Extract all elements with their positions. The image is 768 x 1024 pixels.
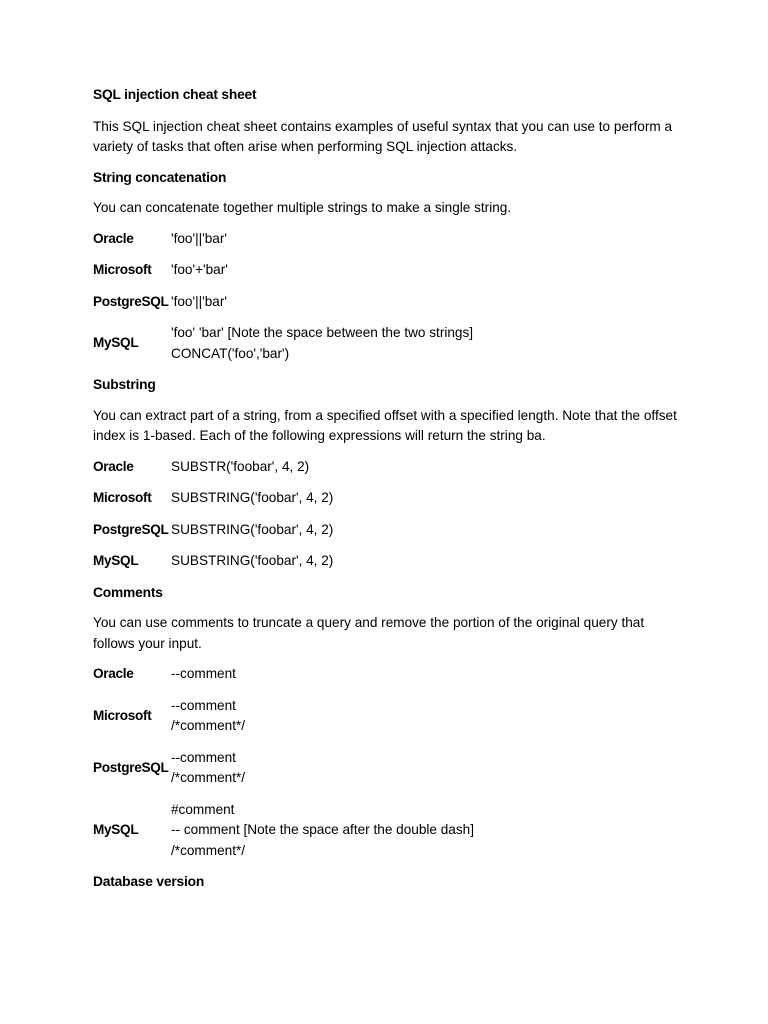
syntax-line: /*comment*/ [171, 770, 246, 785]
syntax-line: SUBSTRING('foobar', 4, 2) [171, 521, 334, 537]
syntax-line: /*comment*/ [171, 718, 246, 733]
syntax-cell [171, 457, 333, 489]
syntax-line: --comment [171, 697, 236, 713]
section-description: You can use comments to truncate a query and remove the portion of the original query that follows your input. [93, 615, 645, 651]
document-content [93, 85, 683, 903]
database-name: Microsoft [93, 490, 152, 505]
database-name: PostgreSQL [93, 293, 169, 309]
syntax-cell [171, 260, 473, 292]
table-row [93, 488, 333, 520]
database-name: MySQL [93, 822, 139, 837]
sections-container [93, 168, 683, 893]
syntax-table [93, 457, 333, 583]
table-row [93, 292, 473, 324]
section-heading: Database version [93, 874, 205, 889]
syntax-line: 'foo' 'bar' [Note the space between the two strings] [171, 325, 474, 340]
table-row [93, 551, 333, 583]
syntax-cell [171, 520, 333, 552]
section-heading: String concatenation [93, 169, 227, 185]
syntax-cell [171, 551, 333, 583]
syntax-line: CONCAT('foo','bar') [171, 345, 290, 361]
syntax-line: SUBSTRING('foobar', 4, 2) [171, 553, 334, 568]
syntax-line: #comment [171, 801, 235, 817]
database-name: MySQL [93, 335, 139, 351]
table-row [93, 800, 474, 873]
table-row [93, 457, 333, 489]
table-row [93, 696, 474, 748]
syntax-cell [171, 488, 333, 520]
syntax-cell [171, 748, 474, 800]
table-row [93, 748, 474, 800]
syntax-line: /*comment*/ [171, 842, 246, 858]
table-row [93, 323, 473, 375]
syntax-line: -- comment [Note the space after the double dash] [171, 822, 475, 837]
syntax-table [93, 229, 473, 376]
page-title: SQL injection cheat sheet [93, 87, 257, 102]
section-heading: Comments [93, 584, 163, 600]
syntax-cell [171, 323, 473, 375]
database-name: PostgreSQL [93, 759, 169, 775]
section-heading: Substring [93, 377, 156, 392]
database-name: Microsoft [93, 707, 152, 723]
table-row [93, 260, 473, 292]
syntax-cell [171, 696, 474, 748]
table-row [93, 520, 333, 552]
syntax-cell [171, 664, 474, 696]
syntax-line: 'foo'+'bar' [171, 262, 228, 277]
section-description: You can concatenate together multiple strings to make a single string. [93, 200, 512, 215]
database-name: Oracle [93, 666, 134, 681]
syntax-line: SUBSTRING('foobar', 4, 2) [171, 490, 334, 505]
syntax-table [93, 664, 474, 872]
database-name: Oracle [93, 458, 134, 474]
syntax-cell [171, 229, 473, 261]
table-row [93, 229, 473, 261]
database-name: MySQL [93, 553, 139, 568]
table-row [93, 664, 474, 696]
syntax-line: 'foo'||'bar' [171, 230, 227, 246]
syntax-cell [171, 292, 473, 324]
section-description: You can extract part of a string, from a specified offset with a specified length. Note that the offset index is 1-based. Each of the following expressions will return the string ba. [93, 407, 677, 443]
database-name: Oracle [93, 230, 134, 246]
syntax-line: 'foo'||'bar' [171, 293, 227, 309]
database-name: Microsoft [93, 262, 152, 277]
database-name: PostgreSQL [93, 521, 169, 537]
syntax-line: --comment [171, 749, 236, 765]
intro-paragraph: This SQL injection cheat sheet contains examples of useful syntax that you can use to perform a variety of tasks that often arise when performing SQL injection attacks. [93, 118, 673, 154]
syntax-line: SUBSTR('foobar', 4, 2) [171, 458, 310, 474]
syntax-cell [171, 800, 474, 873]
syntax-line: --comment [171, 666, 236, 681]
